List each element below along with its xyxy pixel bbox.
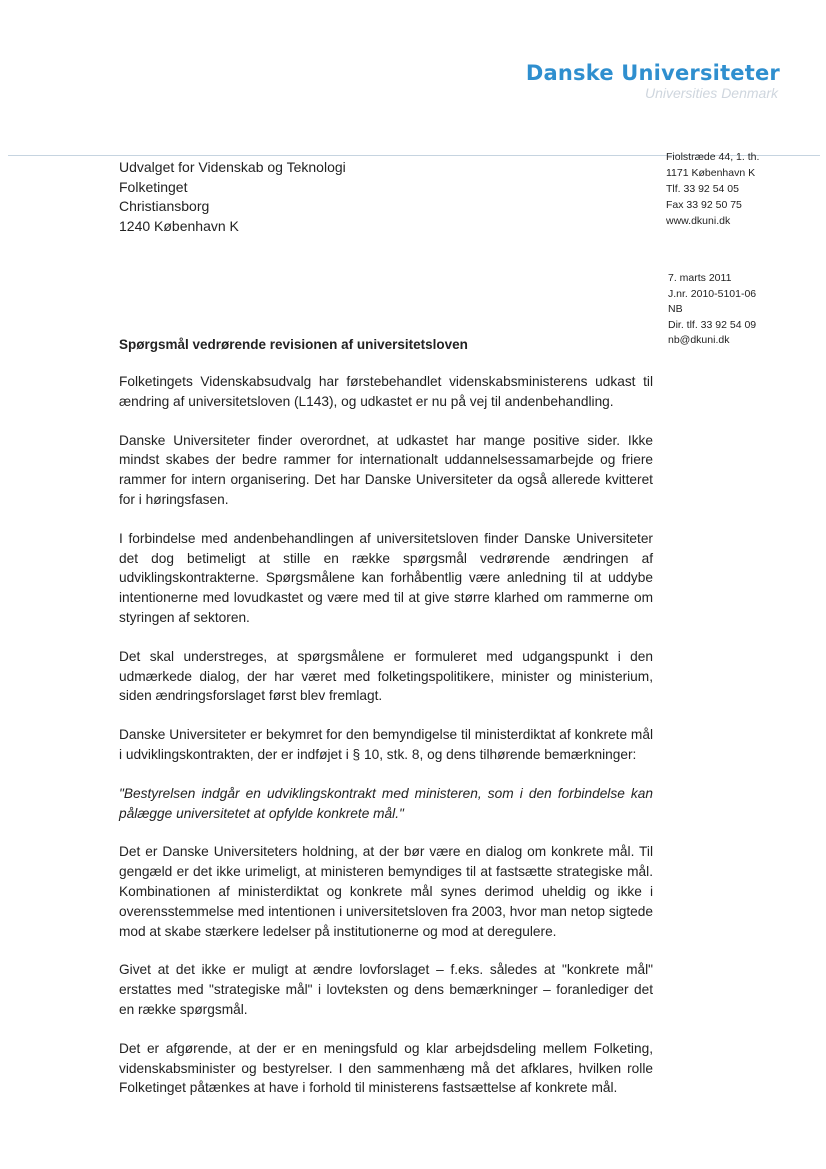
sender-line: Tlf. 33 92 54 05 [666,183,739,195]
recipient-line: 1240 København K [119,217,239,234]
body-paragraph: I forbindelse med andenbehandlingen af universitetsloven finder Danske Universiteter det dog betimeligt at stille en række spørgsmål vedrørende ændringen af udviklingskontrakterne. Spørgsmålene kan forhåbentlig være anledning til at uddybe intentionerne med lovudkastet og være med til at give større klarhed om rammerne om styringen af sektoren. [119,530,653,625]
letter-body [119,372,653,1117]
sender-line: 1171 København K [666,167,756,179]
law-quote: "Bestyrelsen indgår en udviklingskontrakt med ministeren, som i den forbindelse kan pålægge universitetet at opfylde konkrete mål." [119,785,653,821]
logo-title: Danske Universiteter [525,61,780,85]
recipient-address [119,158,346,236]
logo-subtitle: Universities Denmark [644,85,778,101]
recipient-line: Folketinget [119,178,188,195]
body-paragraph: Danske Universiteter finder overordnet, at udkastet har mange positive sider. Ikke mindst skabes der bedre rammer for internationalt uddannelsessamarbejde og friere rammer for intern organisering. Det har Danske Universiteter da også allerede kvitteret for i høringsfasen. [119,432,653,507]
body-paragraph: Det er Danske Universiteters holdning, at der bør være en dialog om konkrete mål. Til gengæld er det ikke urimeligt, at ministeren bemyndiges til at fastsætte strategiske mål. Kombinationen af ministerdiktat og konkrete mål synes derimod uheldig og ikke i overensstemmelse med intentionen i universitetsloven fra 2003, hvor man netop sigtede mod at skabe stærkere ledelser på institutionerne og mod at deregulere. [119,844,653,939]
body-paragraph: Danske Universiteter er bekymret for den bemyndigelse til ministerdiktat af konkrete mål i udviklingskontrakten, der er indføjet i § 10, stk. 8, og dens tilhørende bemærkninger: [119,727,653,762]
sender-line: Fax 33 92 50 75 [666,199,742,211]
body-paragraph: Givet at det ikke er muligt at ændre lovforslaget – f.eks. således at "konkrete mål" erstattes med "strategiske mål" i lovteksten og dens bemærkninger – foranlediger det en række spørgsmål. [119,962,653,1017]
body-paragraph: Det er afgørende, at der er en meningsfuld og klar arbejdsdeling mellem Folketing, videnskabsminister og bestyrelser. I den sammenhæng må det afklares, hvilken rolle Folketinget påtænkes at have i forhold til ministerens fastsættelse af konkrete mål. [119,1040,653,1096]
body-paragraph: Folketingets Videnskabsudvalg har førstebehandlet videnskabsministerens udkast til ændring af universitetsloven (L143), og udkastet er nu på vej til andenbehandling. [119,374,653,409]
journal-number: J.nr. 2010-5101-06 [668,287,757,300]
letterhead-logo [526,60,780,100]
letter-subject: Spørgsmål vedrørende revisionen af universitetsloven [119,337,468,352]
letter-date: 7. marts 2011 [668,272,732,284]
letter-meta [668,271,756,349]
recipient-line: Christiansborg [119,198,210,214]
author-initials: NB [668,303,683,315]
direct-phone: Dir. tlf. 33 92 54 09 [668,318,757,331]
recipient-line: Udvalget for Videnskab og Teknologi [119,159,346,175]
body-paragraph: Det skal understreges, at spørgsmålene er formuleret med udgangspunkt i den udmærkede dialog, der har været med folketingspolitikere, minister og ministerium, siden ændringsforslaget først blev fremlagt. [119,648,653,704]
sender-website: www.dkuni.dk [666,215,731,227]
sender-line: Fiolstræde 44, 1. th. [666,151,760,163]
sender-address [666,149,759,229]
author-email: nb@dkuni.dk [668,334,730,346]
